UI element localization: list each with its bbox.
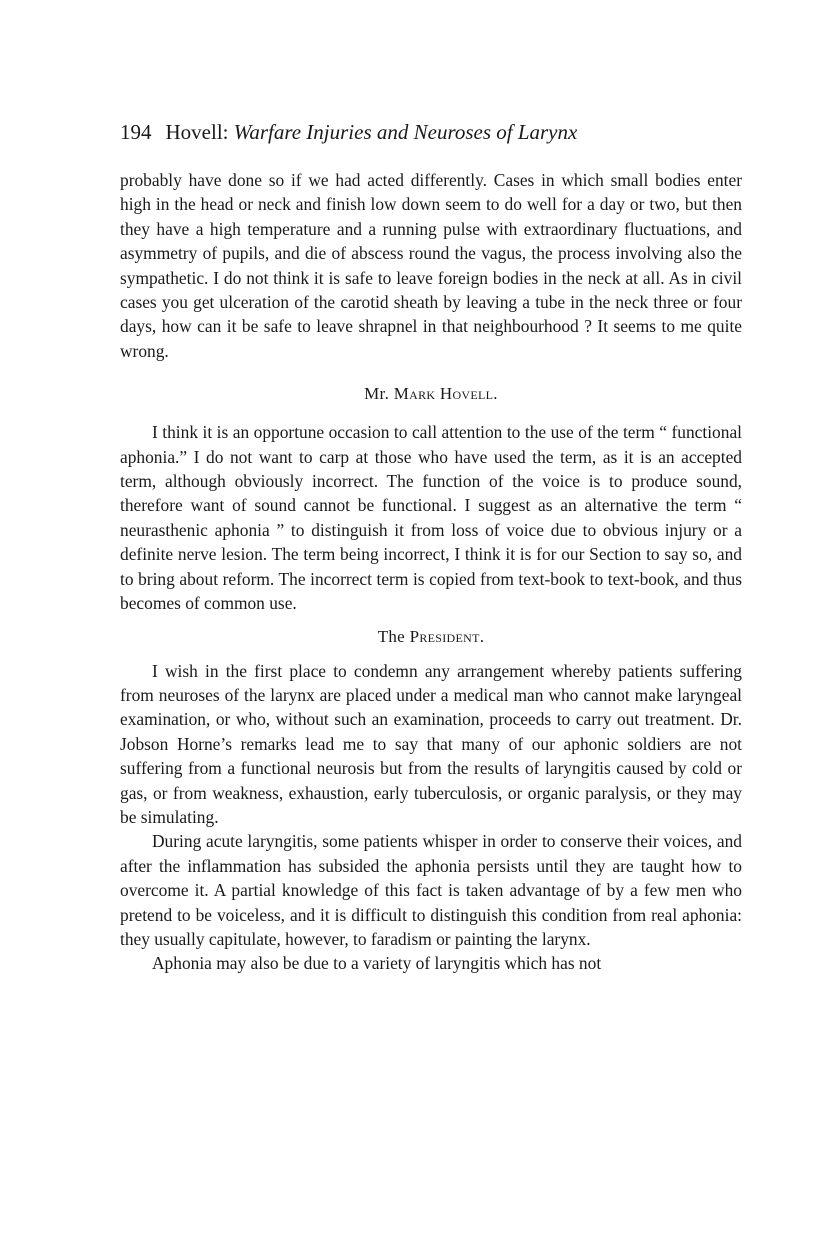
paragraph-hovell: I think it is an opportune occasion to call attention to the use of the term “ functional aphonia.” I do not want to carp at those who have used the term, as it is an accepted term, although obviously incorrect. The function of the voice is to produce sound, therefore want of sound cannot be functional. I suggest as an alternative the term “ neurasthenic aphonia ” to distinguish it from loss of voice due to obvious injury or a definite nerve lesion. The term being incorrect, I think it is for our Section to say so, and to bring about reform. The incorrect term is copied from text-book to text-book, and thus becomes of common use. [120,422,742,614]
page-number: 194 [120,120,152,144]
speaker-name: President. [409,626,485,646]
paragraph-president-1: I wish in the first place to condemn any arrangement whereby patients suffering from neuroses of the larynx are placed under a medical man who cannot make laryngeal examination, or who, without such an examination, proceeds to carry out treatment. Dr. Jobson Horne’s remarks lead me to say that many of our aphonic soldiers are not suffering from a functional neurosis but from the results of laryngitis caused by cold or gas, or from weakness, exhaustion, early tuberculosis, or organic paralysis, or they may be simulating. [120,660,742,827]
paragraph-continuation: probably have done so if we had acted differently. Cases in which small bodies enter high in the head or neck and finish low down seem to do well for a day or two, but then they have a high temperature and a running pulse with extraordinary fluctuations, and asymmetry of pupils, and die of abscess round the vagus, the process involving also the sympathetic. I do not think it is safe to leave foreign bodies in the neck at all. As in civil cases you get ulceration of the carotid sheath by leaving a tube in the neck three or four days, how can it be safe to leave shrapnel in that neighbourhood ? It seems to me quite wrong. [120,170,742,361]
speaker-heading-president [120,625,742,649]
running-head-separator: : [222,120,234,144]
running-head [120,118,742,146]
speaker-name: Mark Hovell. [393,384,498,404]
paragraph-president-3: Aphonia may also be due to a variety of laryngitis which has not [152,953,602,974]
speaker-heading-hovell [120,382,742,406]
running-head-author: Hovell [165,120,223,144]
running-head-title: Warfare Injuries and Neuroses of Larynx [233,120,578,144]
page [120,118,742,976]
paragraph-president-2: During acute laryngitis, some patients whisper in order to conserve their voices, and after the inflammation has subsided the aphonia persists until they are taught how to overcome it. A partial knowledge of this fact is taken advantage of by a few men who pretend to be voiceless, and it is difficult to distinguish this condition from real aphonia: they usually capitulate, however, to faradism or painting the larynx. [120,831,742,949]
speaker-prefix: The [377,626,410,646]
speaker-prefix: Mr. [364,384,394,404]
